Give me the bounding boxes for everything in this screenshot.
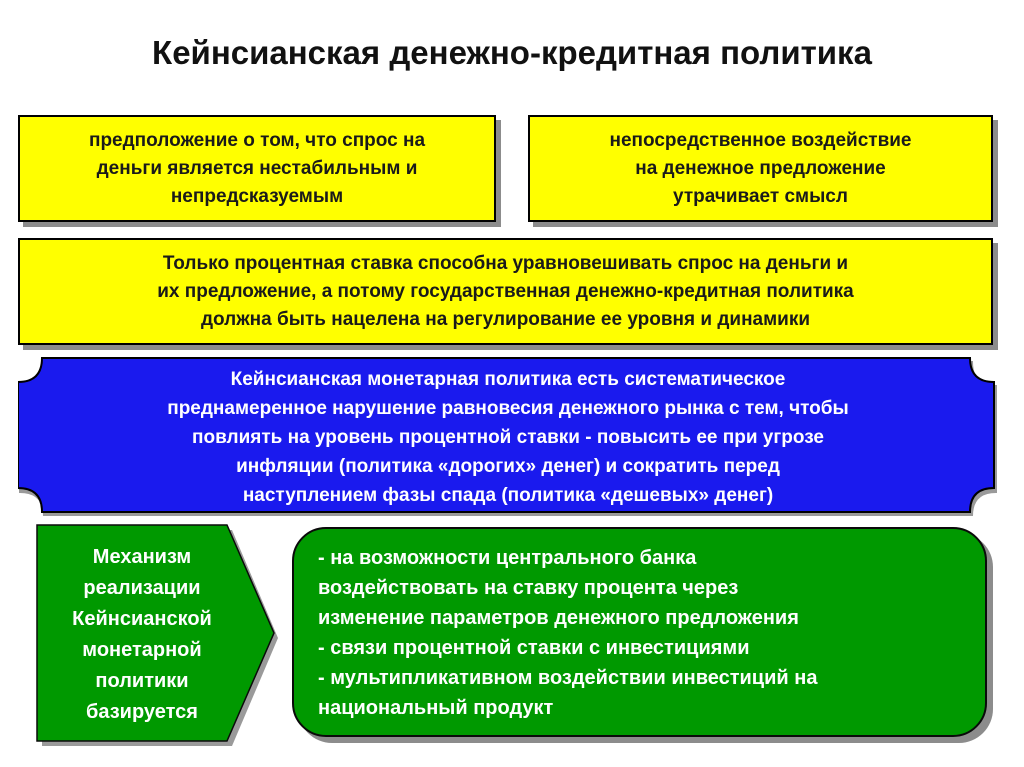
interest-rate-box [18,238,993,345]
mechanism-line: политики [95,670,189,692]
definition-text [38,364,978,510]
direct-impact-box [528,115,993,222]
mechanism-line: реализации [83,577,201,599]
direct-impact-line: непосредственное воздействие [609,129,912,151]
assumption-line: непредсказуемым [170,185,344,207]
page-title: Кейнсианская денежно-кредитная политика [152,34,872,71]
basis-line: воздействовать на ставку процента через [318,577,739,599]
definition-line: инфляции (политика «дорогих» денег) и сократить перед [236,455,780,477]
basis-box [292,527,987,737]
assumption-line: деньги является нестабильным и [96,157,418,179]
mechanism-arrow [36,524,280,746]
basis-line: национальный продукт [318,697,554,719]
interest-rate-line: должна быть нацелена на регулирование ее уровня и динамики [200,308,811,330]
definition-line: преднамеренное нарушение равновесия денежного рынка с тем, чтобы [167,397,849,419]
mechanism-line: Механизм [92,546,192,568]
definition-line: наступлением фазы спада (политика «дешевых» денег) [242,484,774,506]
definition-line: Кейнсианская монетарная политика есть систематическое [230,368,786,390]
basis-line: - мультипликативном воздействии инвестиций на [318,667,818,689]
basis-line: - на возможности центрального банка [318,547,697,569]
interest-rate-line: Только процентная ставка способна уравновешивать спрос на деньги и [162,252,849,274]
mechanism-line: монетарной [82,639,202,661]
mechanism-text [36,524,248,746]
direct-impact-line: утрачивает смысл [673,185,848,207]
interest-rate-line: их предложение, а потому государственная денежно-кредитная политика [157,280,854,302]
assumption-box [18,115,496,222]
mechanism-line: Кейнсианской [72,608,212,630]
assumption-line: предположение о том, что спрос на [88,129,426,151]
mechanism-line: базируется [86,701,198,723]
basis-line: - связи процентной ставки с инвестициями [318,637,750,659]
direct-impact-line: на денежное предложение [635,157,886,179]
definition-line: повлиять на уровень процентной ставки - повысить ее при угрозе [191,426,824,448]
definition-banner [18,356,998,516]
basis-line: изменение параметров денежного предложения [318,607,799,629]
